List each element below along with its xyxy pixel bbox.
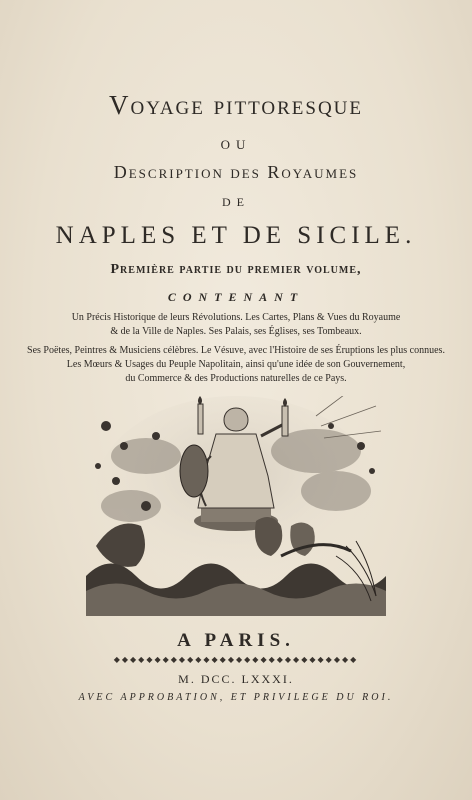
title-description: Description des Royaumes	[113, 162, 359, 182]
contents-line: Les Mœurs & Usages du Peuple Napolitain, ainsi qu'une idée de son Gouvernement,	[66, 359, 406, 370]
contents-heading: CONTENANT	[167, 290, 305, 304]
title-kingdoms: NAPLES ET DE SICILE.	[55, 222, 417, 249]
contents-line: Ses Poëtes, Peintres & Musiciens célèbres. Le Vésuve, avec l'Histoire de ses Éruptions les plus connues.	[27, 345, 445, 356]
contents-line: du Commerce & des Productions naturelles de ce Pays.	[125, 373, 347, 384]
book-title: Voyage pittoresque	[108, 90, 363, 120]
ornamental-rule: ◆◆◆◆◆◆◆◆◆◆◆◆◆◆◆◆◆◆◆◆◆◆◆◆◆◆◆◆◆◆	[113, 655, 359, 664]
contents-line: & de la Ville de Naples. Ses Palais, ses Églises, ses Tombeaux.	[110, 326, 362, 337]
allegorical-engraving-icon	[86, 396, 386, 616]
imprint-year: M. DCC. LXXXI.	[178, 672, 294, 686]
title-preposition: DE	[222, 195, 250, 209]
imprint-place: A PARIS.	[177, 630, 295, 651]
contents-line: Un Précis Historique de leurs Révolutions. Les Cartes, Plans & Vues du Royaume	[71, 312, 401, 323]
volume-part: Première partie du premier volume,	[110, 262, 362, 277]
imprint-privilege: AVEC APPROBATION, ET PRIVILEGE DU ROI.	[78, 692, 394, 703]
title-conjunction: OU	[220, 137, 252, 152]
